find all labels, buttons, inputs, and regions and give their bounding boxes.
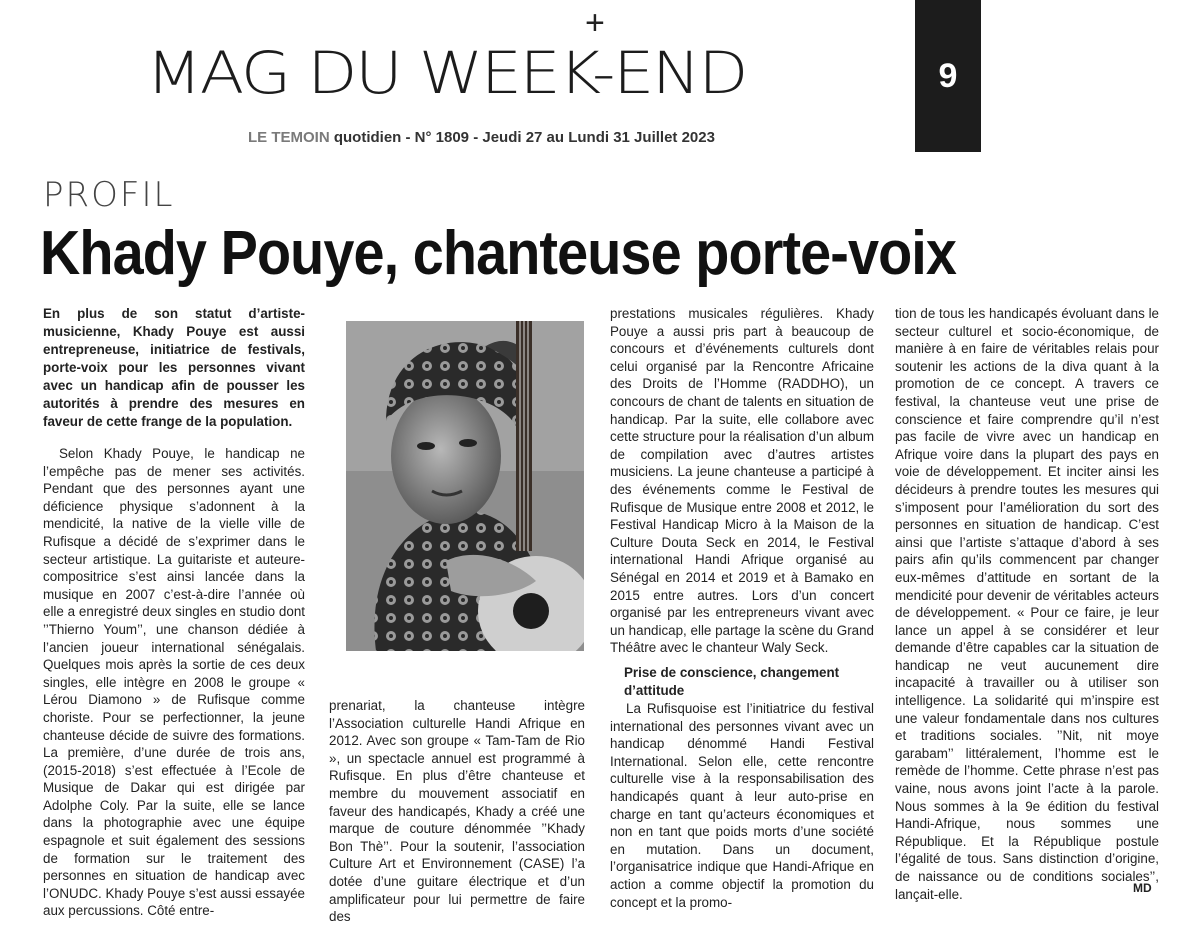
page-number: 9 (938, 56, 958, 95)
paragraph: prenariat, la chanteuse intègre l’Association culturelle Handi Afrique en 2012. Avec son groupe « Tam-Tam de Rio », un spectacle annuel est programmé à Rufisque. En plus d’être chanteuse et membre du mouvement associatif en faveur des handicapés, Khady a créé une marque de couture dénommée ’’Khady Bon Thè’’. Pour la soutenir, l’association Culture Art et Environnement (CASE) l’a dotée d’une guitare électrique et d’un amplificateur pour lui permettre de faire des (329, 698, 585, 925)
article-lead: En plus de son statut d’artiste-musicienne, Khady Pouye est aussi entrepreneuse, initiatrice de festivals, porte-voix pour les personnes vivant avec un handicap afin de pousser les autorités à prendre des mesures en faveur de cette frange de la population. (43, 306, 305, 429)
column-3-body-2 (610, 700, 874, 911)
portrait-photo (346, 321, 584, 651)
column-4-body (895, 305, 1159, 903)
dateline (248, 129, 715, 146)
issue-info: quotidien - N° 1809 - Jeudi 27 au Lundi 31 Juillet 2023 (329, 129, 715, 146)
page-number-box (915, 0, 981, 152)
column-3-body (610, 305, 874, 657)
plus-mark: + (585, 4, 605, 42)
paragraph: Selon Khady Pouye, le handicap ne l’empêche pas de mener ses activités. Pendant que des personnes ayant une déficience physique s’adonnent à la mendicité, la native de la vielle ville de Rufisque a décidé de s’exprimer dans le secteur artistique. La guitariste et auteure-compositrice s’est ainsi lancée dans la musique en 2007 c’est-à-dire l’année où elle a enregistré deux singles en studio dont ’’Thierno Youm’’, une chanson dédiée à l’ancien joueur international sénégalais. Quelques mois après la sortie de ces deux singles, elle intègre en 2008 le groupe « Lérou Diamono » de Rufisque comme choriste. Pour se perfectionner, la jeune chanteuse décide de suivre des formations. La première, d’une durée de trois ans, (2015-2018) s’est effectuée à l’Ecole de Musique de Dakar qui est dirigée par Adolphe Coly. Par la suite, elle se lance dans la photographie avec une équipe espagnole et suit également des sessions de formation sur le traitement des personnes en situation de handicap avec l’ONUDC. Khady Pouye s’est aussi essayée aux percussions. Côté entre- (43, 446, 305, 919)
author-signature: MD (1133, 881, 1152, 895)
section-label: PROFIL (43, 175, 175, 215)
magazine-title: MAG DU WEEK-END (146, 39, 747, 107)
article-subhead: Prise de conscience, changement d’attitude (624, 665, 840, 698)
paragraph: prestations musicales régulières. Khady Pouye a aussi pris part à beaucoup de concours et d’événements culturels dont celui organisé par la Rencontre Africaine des Droits de l’Homme (RADDHO), un concours de chant de talents en situation de handicap. Par la suite, elle collabore avec cette structure pour la réalisation d’un album de compilation avec d’autres artistes musiciens. La jeune chanteuse a participé à des événements comme le Festival de Rufisque de Musique entre 2008 et 2012, le Festival Handicap Micro à la Maison de la Culture Douta Seck en 2014, le Festival international Handi Afrique organisé au Sénégal en 2014 et 2019 et à Bamako en 2015 entre autres. Lors d’un concert organisé par les entrepreneurs vivant avec un handicap, elle partage la scène du Grand Théâtre avec le chanteur Waly Seck. (610, 306, 874, 656)
column-2-body (329, 697, 585, 926)
article-headline: Khady Pouye, chanteuse porte-voix (40, 219, 957, 288)
column-1-body (43, 445, 305, 920)
newspaper-name: LE TEMOIN (248, 129, 330, 146)
singer-with-guitar-image (346, 321, 584, 651)
paragraph: La Rufisquoise est l’initiatrice du festival international des personnes vivant avec un handicap dénommé Handi Festival International. Selon elle, cette rencontre culturelle vise à la responsabilisation des handicapés quant à leur auto-prise en charge en tant qu’acteurs économiques et non en tant que poids morts d’une société en mutation. Dans un document, l’organisatrice indique que Handi-Afrique en action a comme objectif la promotion du concept et la promo- (610, 701, 874, 910)
paragraph: tion de tous les handicapés évoluant dans le secteur culturel et socio-économique, de manière à en faire de véritables relais pour soutenir les actions de la diva quant à la promotion de ce concept. A travers ce festival, la chanteuse veut une prise de conscience et faire comprendre qu’il n’est pas facile de vivre avec un handicap en Afrique voire dans la plupart des pays en voie de développement. Et inciter ainsi les décideurs à prendre toutes les mesures qui s’imposent pour l’amélioration du sort des personnes en situation de handicap. C’est ainsi que l’artiste s’attaque d’abord à ses pairs afin qu’ils commencent par changer eux-mêmes d’attitude en sortant de la mendicité pour devenir de véritables acteurs de développement. « Pour ce faire, je leur lance un appel à se considérer et leur demande d’être capables car la situation de handicap ne veut aucunement dire incapacité à travailler ou à utiliser son intelligence. La solidarité qui m’inspire est une valeur fondamentale dans nos cultures et traditions sociales. ’’Nit, nit moye garabam’’ littéralement, l’homme est le remède de l’homme. Cette phrase n’est pas vaine, nous avons joint l’acte à la parole. Nous sommes à la 9e édition du festival Handi-Afrique, nous sommes une République. Et la République postule l’égalité de tous. Sans distinction d’origine, de naissance ou de conditions sociales’’, lançait-elle. (895, 306, 1159, 902)
